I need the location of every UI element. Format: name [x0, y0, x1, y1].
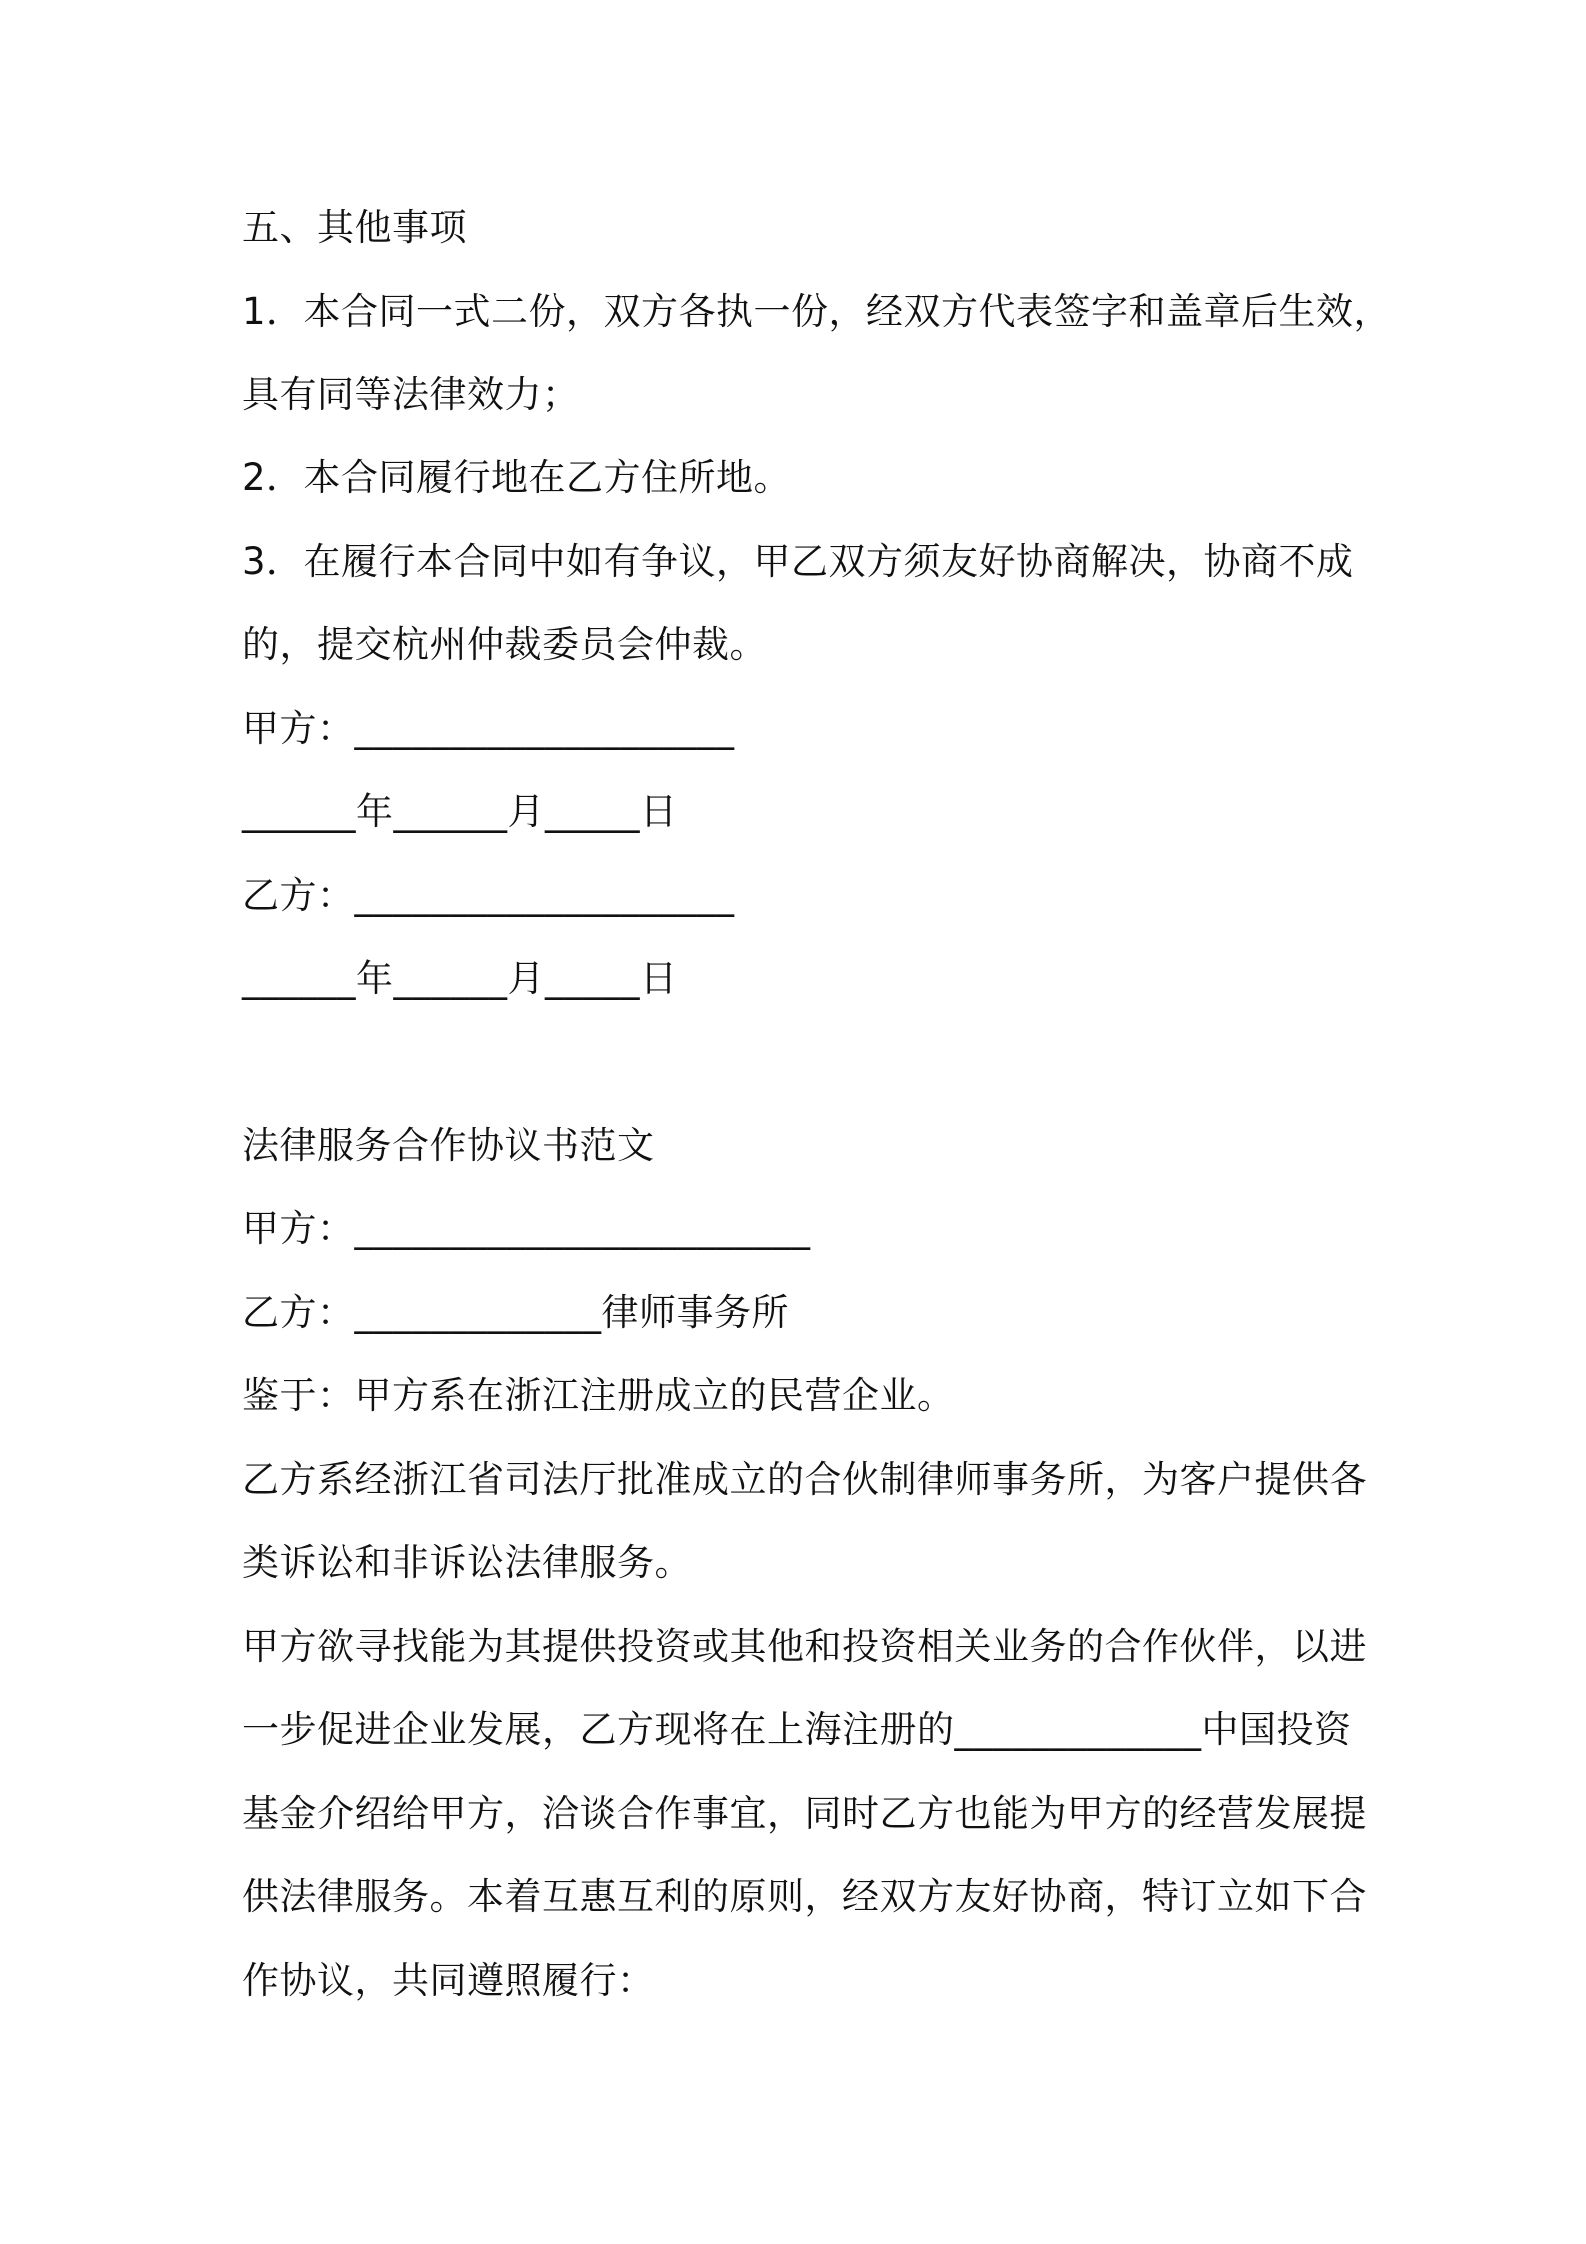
signature-date-a: ______年______月_____日 [242, 790, 678, 833]
agreement-whereas: 鉴于：甲方系在浙江注册成立的民营企业。 [242, 1374, 955, 1417]
agreement-para-2-line-2: 一步促进企业发展，乙方现将在上海注册的_____________中国投资 [242, 1708, 1352, 1751]
signature-party-b: 乙方：____________________ [242, 874, 735, 917]
signature-date-b: ______年______月_____日 [242, 957, 678, 1000]
clause-3-line-2: 的，提交杭州仲裁委员会仲裁。 [242, 623, 767, 666]
clause-2: 2．本合同履行地在乙方住所地。 [242, 456, 792, 499]
section-five-heading: 五、其他事项 [242, 206, 467, 249]
clause-3-line-1: 3．在履行本合同中如有争议，甲乙双方须友好协商解决，协商不成 [242, 540, 1354, 583]
clause-1-line-2: 具有同等法律效力； [242, 373, 580, 416]
clause-1-line-1: 1．本合同一式二份，双方各执一份，经双方代表签字和盖章后生效， [242, 290, 1392, 333]
agreement-para-2-line-1: 甲方欲寻找能为其提供投资或其他和投资相关业务的合作伙伴，以进 [242, 1625, 1367, 1668]
agreement-title: 法律服务合作协议书范文 [242, 1124, 655, 1167]
agreement-para-2-line-4: 供法律服务。本着互惠互利的原则，经双方友好协商，特订立如下合 [242, 1875, 1367, 1918]
signature-party-a: 甲方：____________________ [242, 707, 735, 750]
agreement-party-b: 乙方：_____________律师事务所 [242, 1291, 789, 1334]
agreement-party-a: 甲方：________________________ [242, 1207, 811, 1250]
agreement-para-2-line-5: 作协议，共同遵照履行： [242, 1959, 655, 2002]
agreement-para-2-line-3: 基金介绍给甲方，洽谈合作事宜，同时乙方也能为甲方的经营发展提 [242, 1792, 1367, 1835]
agreement-para-1-line-2: 类诉讼和非诉讼法律服务。 [242, 1541, 692, 1584]
agreement-para-1-line-1: 乙方系经浙江省司法厅批准成立的合伙制律师事务所，为客户提供各 [242, 1458, 1367, 1501]
